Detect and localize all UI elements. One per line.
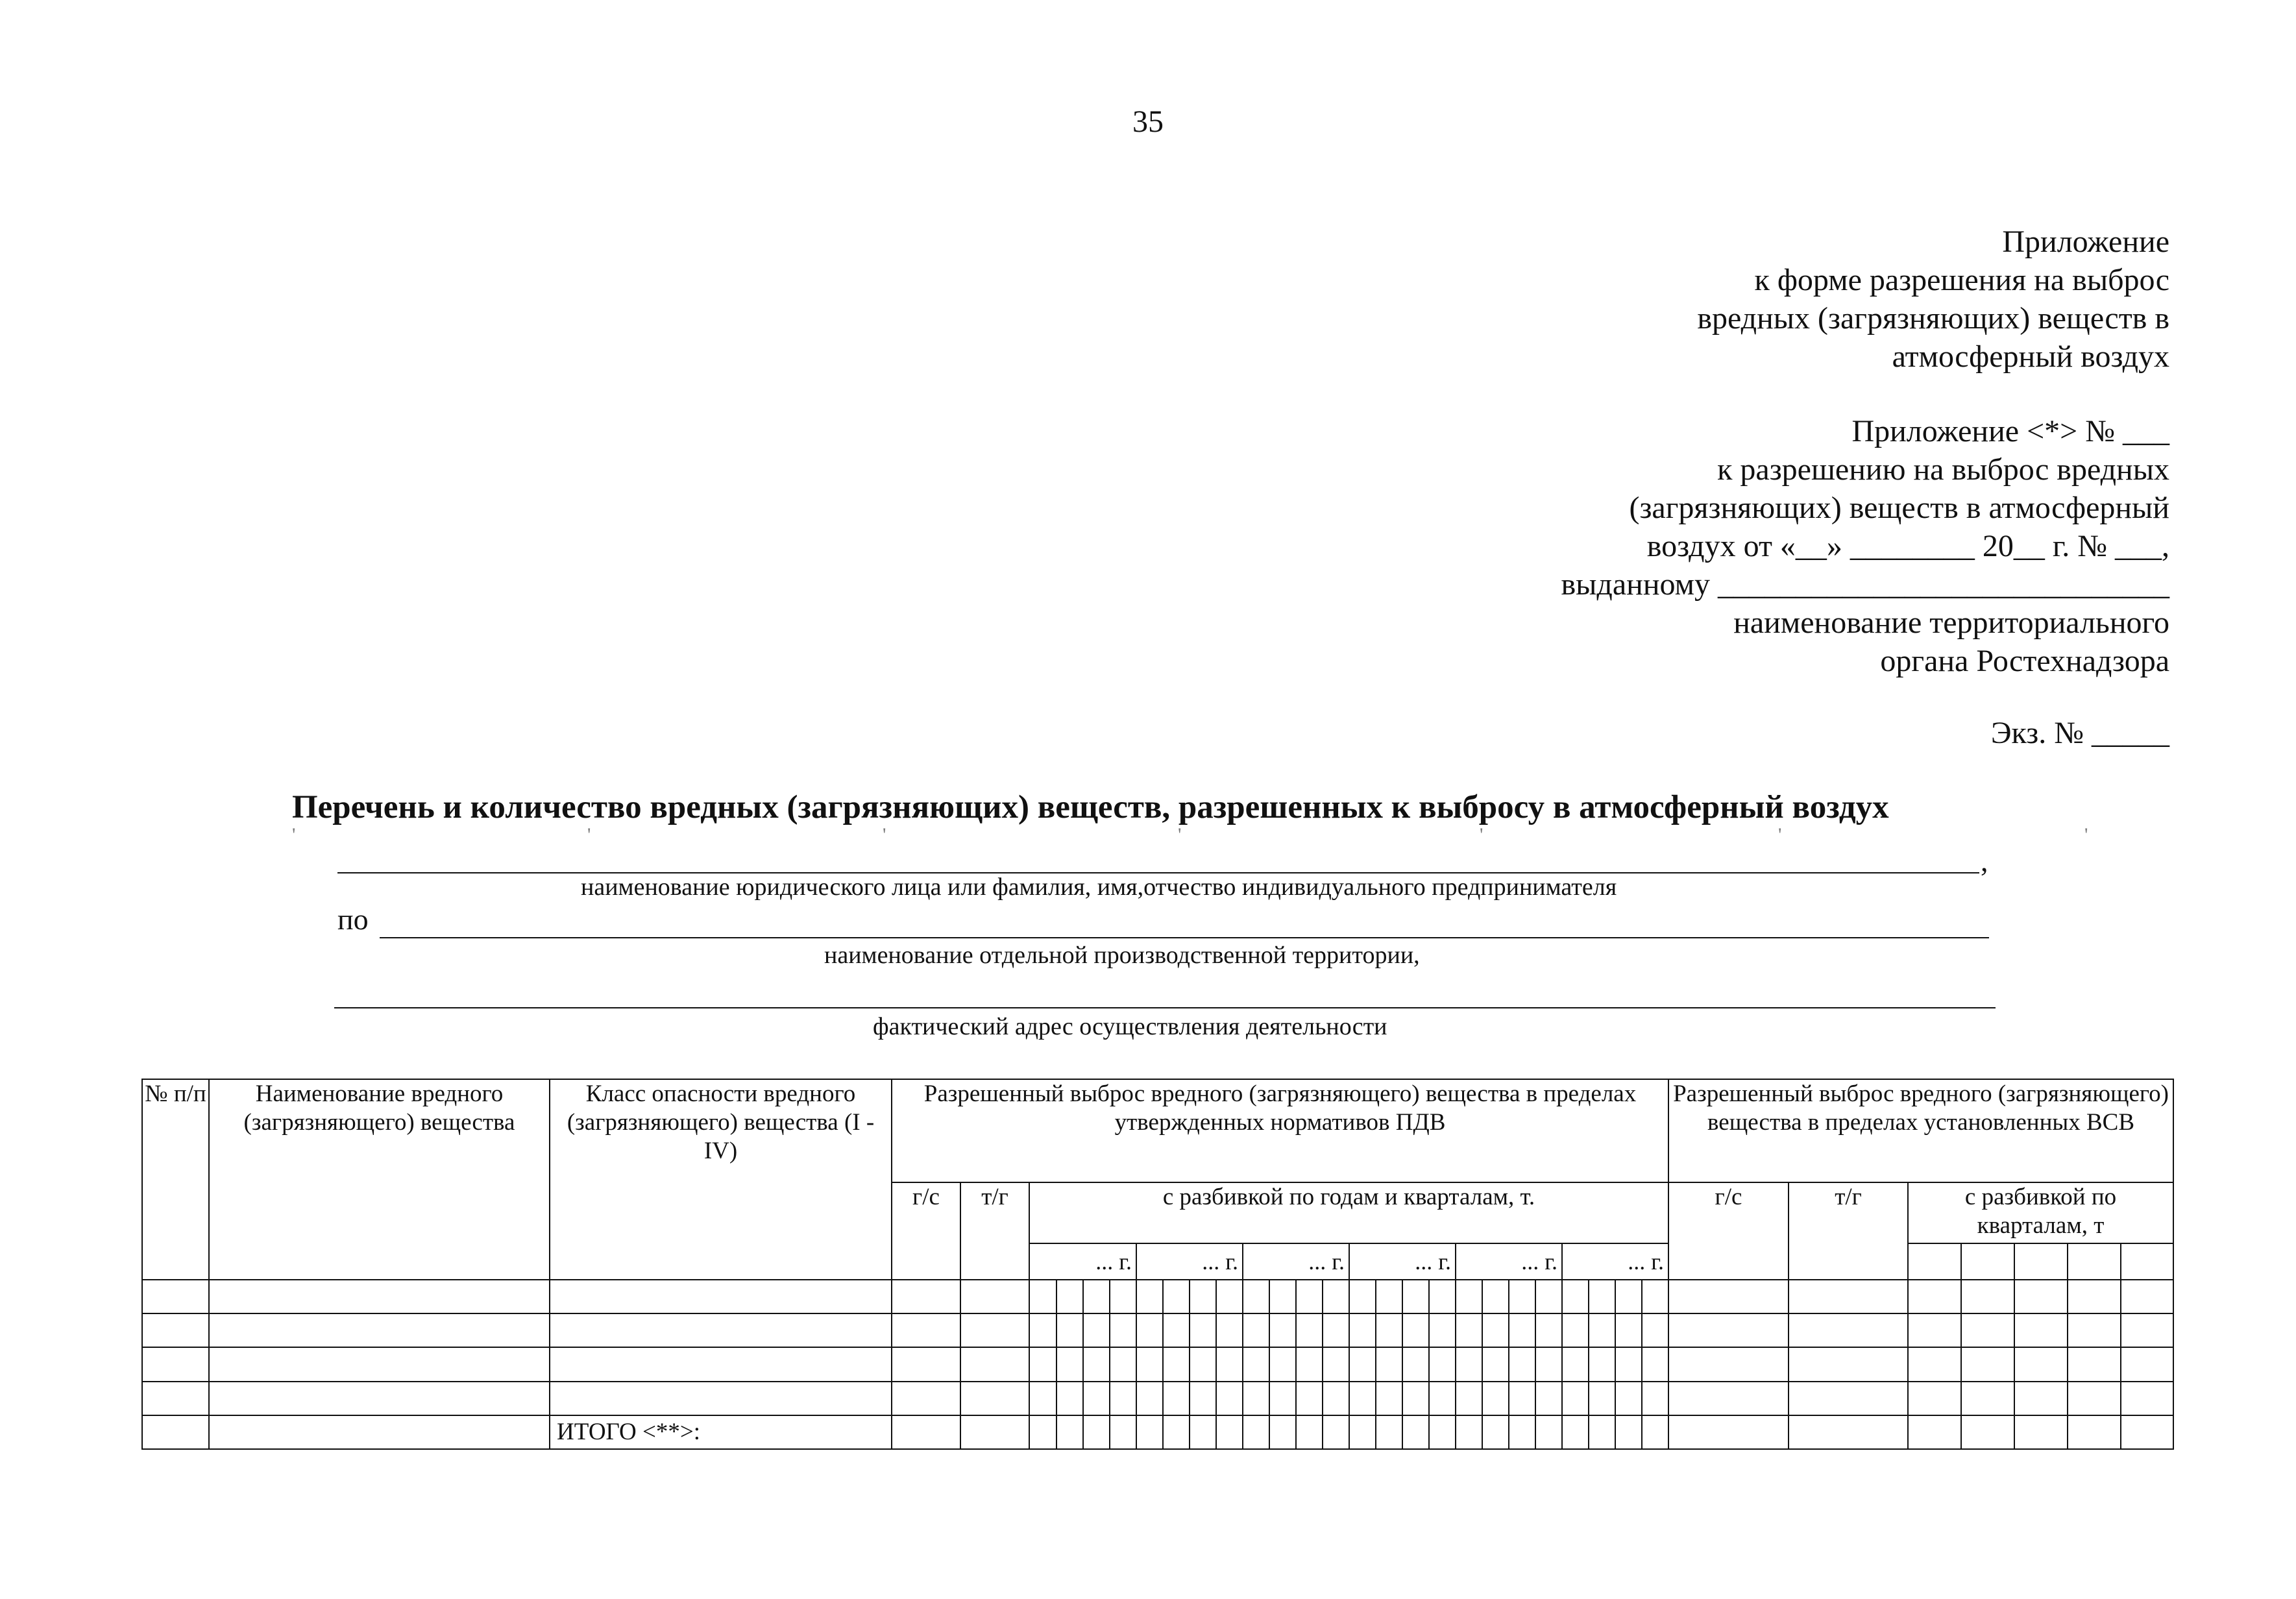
dot-mark: ' <box>883 824 886 846</box>
header-pdv-gs: г/с <box>892 1182 960 1280</box>
dot-mark: ' <box>1480 824 1484 846</box>
dot-mark: ' <box>2084 824 2088 846</box>
annex-to-form <box>1697 223 2169 376</box>
header-vsv-gs: г/с <box>1668 1182 1789 1280</box>
year-header: ... г. <box>1349 1243 1456 1280</box>
page-number: 35 <box>1132 104 1164 139</box>
po-label: по <box>337 903 369 936</box>
year-header: ... г. <box>1456 1243 1562 1280</box>
table-row <box>142 1382 2173 1415</box>
header-pdv: Разрешенный выброс вредного (загрязняющего) вещества в пределах утвержденных нормативов ПДВ <box>892 1079 1668 1182</box>
year-header: ... г. <box>1562 1243 1668 1280</box>
table-row <box>142 1347 2173 1381</box>
legal-entity-caption: наименование юридического лица или фамилия, имя,отчество индивидуального предпринимателя <box>581 873 1617 901</box>
year-header: ... г. <box>1029 1243 1136 1280</box>
quarter-header <box>1961 1243 2014 1280</box>
quarter-header <box>2014 1243 2068 1280</box>
annex-line: атмосферный воздух <box>1892 339 2169 374</box>
issued-caption-line: органа Ростехнадзора <box>1880 644 2169 678</box>
header-number: № п/п <box>142 1079 209 1280</box>
table-row <box>142 1280 2173 1313</box>
territory-underline <box>380 937 1989 938</box>
issued-to-line: выданному _____________________________ <box>1561 567 2169 602</box>
quarter-header <box>1908 1243 1961 1280</box>
total-row <box>142 1415 2173 1449</box>
copy-number: Экз. № _____ <box>1990 716 2169 750</box>
annex-line: Приложение <*> № ___ <box>1851 414 2169 448</box>
dot-mark: ' <box>292 824 296 846</box>
emissions-table <box>141 1079 2174 1450</box>
header-vsv-tg: т/г <box>1789 1182 1908 1280</box>
annex-line: к форме разрешения на выброс <box>1754 263 2169 297</box>
header-vsv: Разрешенный выброс вредного (загрязняющего) вещества в пределах установленных ВСВ <box>1668 1079 2173 1182</box>
header-vsv-breakdown: с разбивкой по кварталам, т <box>1908 1182 2173 1243</box>
header-hazard-class: Класс опасности вредного (загрязняющего) вещества (I - IV) <box>550 1079 892 1280</box>
annex-line: Приложение <box>2002 225 2169 259</box>
table-row <box>142 1313 2173 1347</box>
address-caption: фактический адрес осуществления деятельности <box>873 1013 1387 1040</box>
territory-caption: наименование отдельной производственной территории, <box>824 942 1420 969</box>
quarter-header <box>2121 1243 2173 1280</box>
quarter-header <box>2068 1243 2121 1280</box>
header-pdv-breakdown: с разбивкой по годам и кварталам, т. <box>1029 1182 1668 1243</box>
annex-line: вредных (загрязняющих) веществ в <box>1697 301 2169 336</box>
dot-mark: ' <box>1178 824 1182 846</box>
legal-entity-comma: , <box>1981 844 1988 877</box>
issued-caption-line: наименование территориального <box>1733 605 2169 640</box>
year-header: ... г. <box>1243 1243 1349 1280</box>
address-underline <box>334 1007 1996 1008</box>
annex-line: воздух от «__» ________ 20__ г. № ___, <box>1646 529 2169 563</box>
total-label: ИТОГО <**>: <box>550 1415 892 1449</box>
annex-line: (загрязняющих) веществ в атмосферный <box>1629 491 2169 525</box>
header-pdv-tg: т/г <box>960 1182 1029 1280</box>
annex-line: к разрешению на выброс вредных <box>1717 452 2169 487</box>
year-header: ... г. <box>1136 1243 1243 1280</box>
annex-to-permit <box>1561 412 2169 680</box>
dot-mark: ' <box>587 824 591 846</box>
dot-mark: ' <box>1778 824 1782 846</box>
document-title: Перечень и количество вредных (загрязняющих) веществ, разрешенных к выбросу в атмосферный воздух <box>292 789 1889 825</box>
header-substance-name: Наименование вредного (загрязняющего) вещества <box>209 1079 550 1280</box>
